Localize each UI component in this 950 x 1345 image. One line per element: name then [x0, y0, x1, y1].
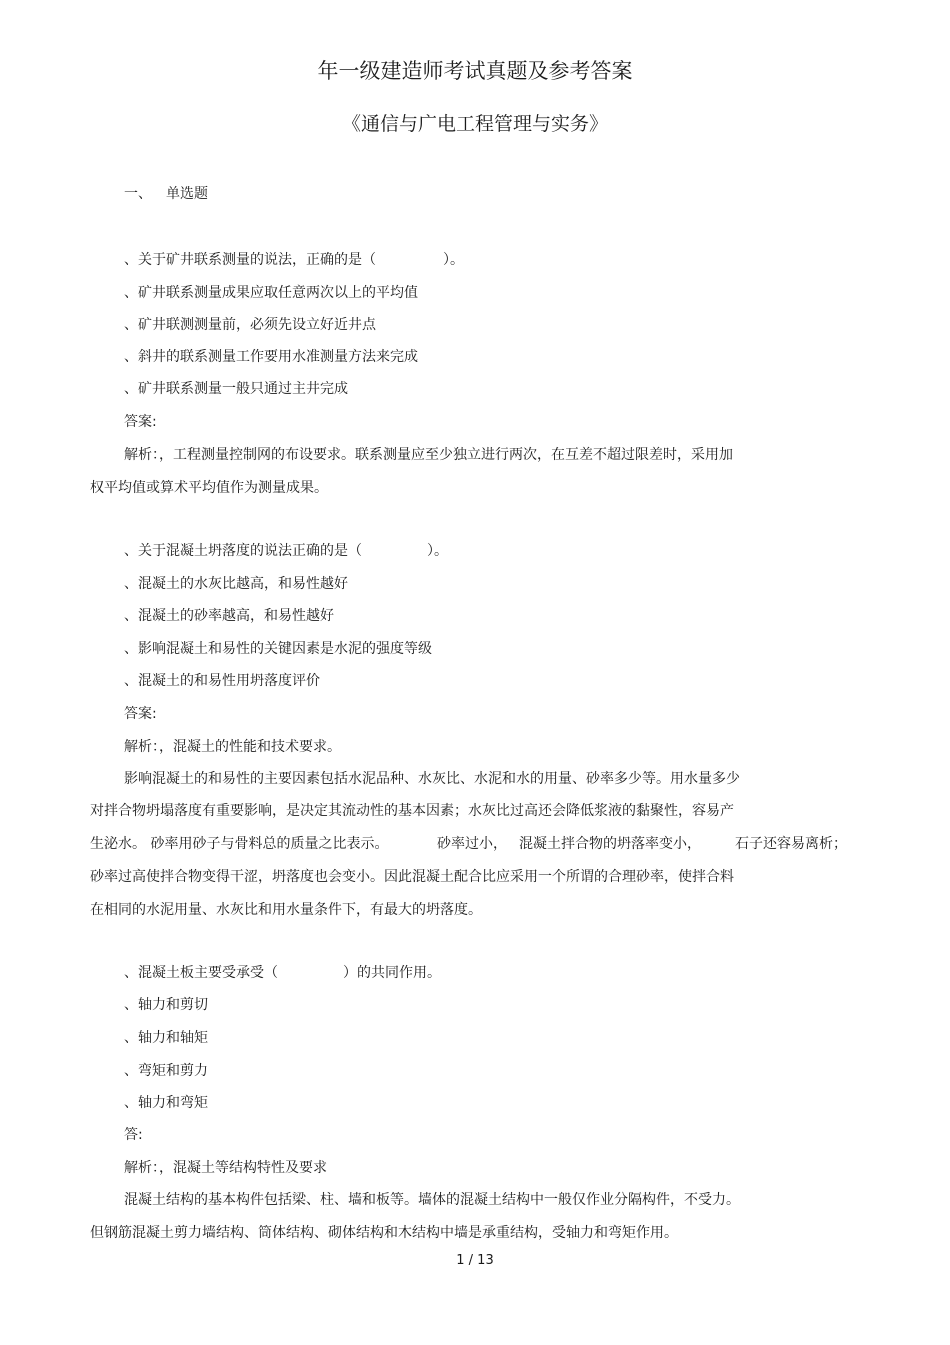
q2-option: 、混凝土的砂率越高，和易性越好	[124, 608, 334, 624]
q3-answer: 答:	[124, 1127, 143, 1143]
section-heading: 单选题	[166, 186, 208, 202]
q1-option: 、矿井联系测量成果应取任意两次以上的平均值	[124, 285, 418, 301]
q3-option: 、轴力和弯矩	[124, 1095, 208, 1111]
document-title: 年一级建造师考试真题及参考答案	[317, 59, 633, 83]
section-number: 一、	[124, 186, 152, 202]
q3-stem-end: ）的共同作用。	[343, 965, 441, 981]
q2-analysis-segment: 砂率过小，	[437, 836, 507, 852]
q2-analysis-segment: 生泌水。 砂率用砂子与骨料总的质量之比表示。	[90, 836, 389, 852]
q1-option: 、矿井联测测量前，必须先设立好近井点	[124, 317, 376, 333]
q1-analysis-line: 权平均值或算术平均值作为测量成果。	[90, 480, 328, 496]
q1-option: 、斜井的联系测量工作要用水准测量方法来完成	[124, 349, 418, 365]
q1-answer: 答案:	[124, 414, 157, 430]
q2-analysis-head: 解析：，混凝土的性能和技术要求。	[124, 739, 341, 755]
q3-analysis-line: 但钢筋混凝土剪力墙结构、筒体结构、砌体结构和木结构中墙是承重结构，受轴力和弯矩作用。	[90, 1225, 678, 1241]
q1-stem: 、关于矿井联系测量的说法，正确的是（	[124, 252, 376, 268]
q2-option: 、混凝土的和易性用坍落度评价	[124, 673, 320, 689]
q2-stem: 、关于混凝土坍落度的说法正确的是（	[124, 543, 362, 559]
page-number: 1 / 13	[456, 1253, 494, 1268]
q1-option: 、矿井联系测量一般只通过主井完成	[124, 381, 348, 397]
q2-analysis-segment: 混凝土拌合物的坍落率变小，	[519, 836, 701, 852]
q2-option: 、影响混凝土和易性的关键因素是水泥的强度等级	[124, 641, 432, 657]
q3-stem: 、混凝土板主要受承受（	[124, 965, 278, 981]
q3-option: 、弯矩和剪力	[124, 1063, 208, 1079]
q2-analysis-line: 对拌合物坍塌落度有重要影响，是决定其流动性的基本因素；水灰比过高还会降低浆液的黏聚性，容易产	[90, 803, 734, 819]
q2-option: 、混凝土的水灰比越高，和易性越好	[124, 576, 348, 592]
document-subtitle: 《通信与广电工程管理与实务》	[341, 113, 608, 135]
q2-answer: 答案:	[124, 706, 157, 722]
q2-analysis-segment: 石子还容易离析；	[735, 836, 847, 852]
q3-analysis-head: 解析：，混凝土等结构特性及要求	[124, 1160, 327, 1176]
q3-option: 、轴力和轴矩	[124, 1030, 208, 1046]
q3-option: 、轴力和剪切	[124, 997, 208, 1013]
q2-stem-end: ）。	[427, 543, 448, 559]
q2-analysis-line: 在相同的水泥用量、水灰比和用水量条件下，有最大的坍落度。	[90, 902, 482, 918]
q2-analysis-line: 砂率过高使拌合物变得干涩，坍落度也会变小。因此混凝土配合比应采用一个所谓的合理砂率，使拌合料	[90, 869, 734, 885]
q3-analysis-line: 混凝土结构的基本构件包括梁、柱、墙和板等。墙体的混凝土结构中一般仅作业分隔构件，不受力。	[124, 1192, 740, 1208]
q1-analysis-line: 解析：，工程测量控制网的布设要求。联系测量应至少独立进行两次，在互差不超过限差时，采用加	[124, 447, 733, 463]
q2-analysis-line: 影响混凝土的和易性的主要因素包括水泥品种、水灰比、水泥和水的用量、砂率多少等。用水量多少	[124, 771, 740, 787]
q1-stem-end: ）。	[443, 252, 464, 268]
